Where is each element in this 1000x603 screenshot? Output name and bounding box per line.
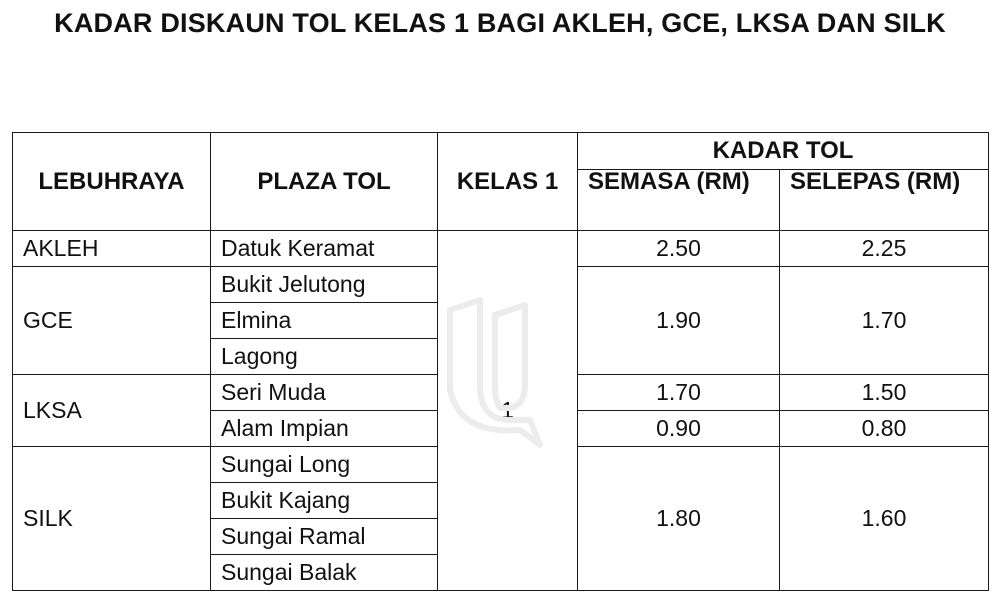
plaza-cell: Bukit Jelutong — [211, 267, 438, 303]
after-rate-cell: 1.50 — [780, 375, 989, 411]
header-class: KELAS 1 — [438, 133, 578, 231]
plaza-cell: Lagong — [211, 339, 438, 375]
header-row-top — [13, 133, 989, 170]
plaza-cell: Sungai Balak — [211, 555, 438, 591]
plaza-cell: Datuk Keramat — [211, 231, 438, 267]
after-rate-cell: 1.60 — [780, 447, 989, 591]
plaza-cell: Alam Impian — [211, 411, 438, 447]
plaza-cell: Sungai Ramal — [211, 519, 438, 555]
current-rate-cell: 1.70 — [578, 375, 780, 411]
page-title: KADAR DISKAUN TOL KELAS 1 BAGI AKLEH, GCE, LKSA DAN SILK — [54, 8, 946, 38]
after-rate-cell: 0.80 — [780, 411, 989, 447]
plaza-cell: Elmina — [211, 303, 438, 339]
plaza-cell: Seri Muda — [211, 375, 438, 411]
header-rate-group: KADAR TOL — [578, 133, 989, 170]
highway-cell: AKLEH — [13, 231, 211, 267]
current-rate-cell: 1.80 — [578, 447, 780, 591]
header-highway: LEBUHRAYA — [13, 133, 211, 231]
header-plaza: PLAZA TOL — [211, 133, 438, 231]
highway-cell: LKSA — [13, 375, 211, 447]
header-current: SEMASA (RM) — [578, 170, 780, 231]
plaza-cell: Sungai Long — [211, 447, 438, 483]
current-rate-cell: 1.90 — [578, 267, 780, 375]
header-after: SELEPAS (RM) — [780, 170, 989, 231]
plaza-cell: Bukit Kajang — [211, 483, 438, 519]
after-rate-cell: 2.25 — [780, 231, 989, 267]
class-cell: 1 — [438, 231, 578, 591]
current-rate-cell: 2.50 — [578, 231, 780, 267]
toll-rate-table — [12, 132, 989, 591]
highway-cell: GCE — [13, 267, 211, 375]
current-rate-cell: 0.90 — [578, 411, 780, 447]
after-rate-cell: 1.70 — [780, 267, 989, 375]
table-row — [13, 231, 989, 267]
highway-cell: SILK — [13, 447, 211, 591]
